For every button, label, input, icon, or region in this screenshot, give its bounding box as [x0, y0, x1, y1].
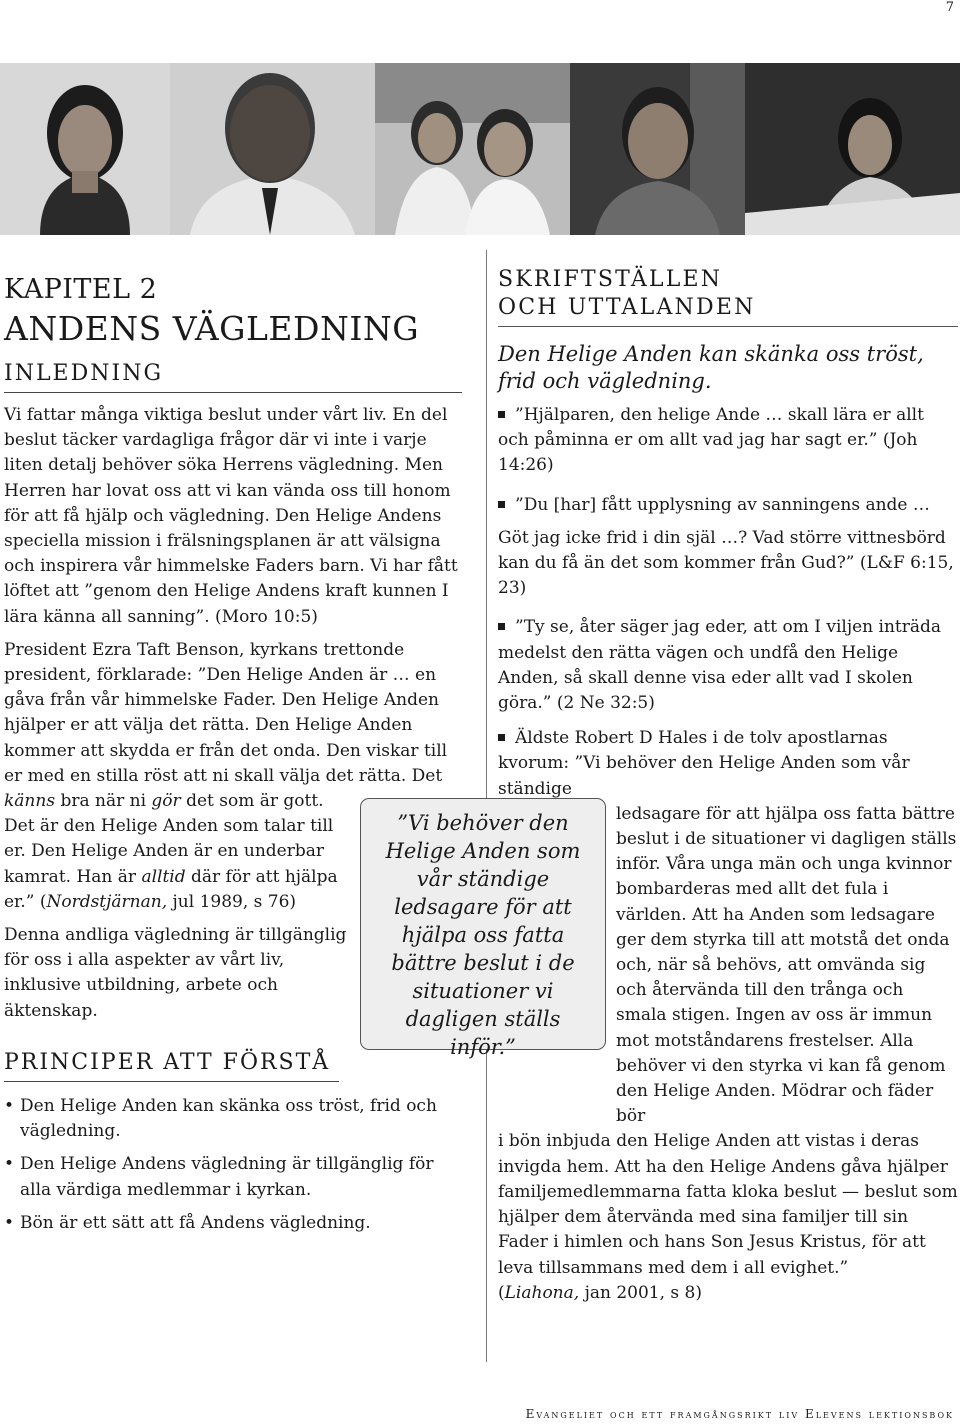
scripture-quote-wrapped: ledsagare för att hjälpa oss fatta bättre beslut i de situationer vi dagligen ställs inför. Våra unga män och unga kvinnor bombarderas med allt det fula i världen. Att ha Anden som ledsagare ger dem styrka till att motstå det onda och, när så behövs, att omvända sig och återvända till den trånga och smala stigen. Ingen av oss är immun mot motståndarens frestelser. Alla behöver vi den styrka vi kan få genom den Helige Anden. Mödrar och fäder bör [616, 803, 957, 1127]
scriptures-column [498, 266, 958, 1306]
scripture-quote: ”Du [har] fått upplysning av sanningens ande … [498, 493, 958, 518]
page-number: 7 [945, 0, 954, 15]
scriptures-heading: SKRIFTSTÄLLEN OCH UTTALANDEN [498, 266, 958, 327]
intro-paragraph-3: Denna andliga vägledning är tillgänglig för oss i alla aspekter av vårt liv, inklusive utbildning, arbete och äktenskap. [4, 925, 347, 1021]
scripture-quote-rest: i bön inbjuda den Helige Anden att vistas i deras invigda hem. Att ha den Helige Andens gåva hjälper familjemedlemmarna fatta kloka beslut — beslut som hjälper dem återvända med sina familjer till sin Fader i himlen och hans Son Jesus Kristus, för att leva tillsammans med dem i all evighet.” (Liahona, jan 2001, s 8) [498, 1131, 958, 1303]
intro-paragraph-2: President Ezra Taft Benson, kyrkans trettonde president, förklarade: ”Den Helige Anden är … en gåva från vår himmelske Fader. Den Helige Anden hjälper er att välja det rätta. Den Helige Anden kommer att skydda er från det onda. Den viskar till er med en stilla röst att ni skall välja det rätta. Det [4, 639, 448, 786]
principle-item: • Bön är ett sätt att få Andens vägledning. [4, 1212, 371, 1233]
photo-man-portrait [170, 63, 375, 235]
scriptures-lead: Den Helige Anden kan skänka oss tröst, frid och vägledning. [498, 342, 924, 393]
square-bullet-icon [498, 623, 505, 630]
pull-quote: ”Vi behöver den Helige Anden som vår ständige ledsagare för att hjälpa oss fatta bättre beslut i de situationer vi dagligen ställs inför.” [360, 798, 606, 1050]
footer-title: Evangeliet och ett framgångsrikt liv Elevens lektionsbok [525, 1407, 954, 1421]
chapter-title: ANDENS VÄGLEDNING [4, 309, 420, 348]
principles-list [4, 1094, 464, 1236]
principles-heading: PRINCIPER ATT FÖRSTÅ [4, 1050, 339, 1082]
photo-two-girls [375, 63, 570, 235]
chapter-label: KAPITEL 2 [4, 274, 158, 305]
intro-paragraph-2-continued: känns bra när ni gör det som är gott. Det är den Helige Anden som talar till er. Den Helige Anden är en underbar kamrat. Han är alltid där för att hjälpa er.” (Nordstjärnan, jul 1989, s 76) [4, 791, 338, 912]
scripture-quote: ”Ty se, åter säger jag eder, att om I viljen inträda medelst den rätta vägen och undfå den Helige Anden, så skall denne visa eder allt vad I skolen göra.” (2 Ne 32:5) [498, 617, 942, 714]
principle-item: • Den Helige Anden kan skänka oss tröst, frid och vägledning. [4, 1096, 437, 1142]
principle-item: • Den Helige Andens vägledning är tillgänglig för alla värdiga medlemmar i kyrkan. [4, 1154, 434, 1200]
scripture-quote: Äldste Robert D Hales i de tolv apostlarnas kvorum: ”Vi behöver den Helige Anden som vår ständige [498, 728, 910, 799]
photo-woman-portrait [0, 63, 170, 235]
intro-heading: INLEDNING [4, 361, 462, 393]
scripture-quote: ”Hjälparen, den helige Ande … skall lära er allt och påminna er om allt vad jag har sagt er.” (Joh 14:26) [498, 405, 924, 476]
square-bullet-icon [498, 734, 505, 741]
square-bullet-icon [498, 411, 505, 418]
intro-paragraph-1: Vi fattar många viktiga beslut under vårt liv. En del beslut täcker vardagliga frågor där vi inte i varje liten detalj behöver söka Herrens vägledning. Men Herren har lovat oss att vi kan vända oss till honom för att få hjälp och vägledning. Den Helige Andens speciella mission i frälsningsplanen är att välsigna och inspirera vår himmelske Faders barn. Vi har fått löftet att ”genom den Helige Andens kraft kunnen I lära känna all sanning”. (Moro 10:5) [4, 405, 458, 627]
principles-section [4, 1050, 464, 1244]
photo-strip [0, 63, 960, 235]
photo-studying-couple [745, 63, 960, 235]
scripture-quote-continued: Göt jag icke frid i din själ …? Vad större vittnesbörd kan du få än det som kommer från Gud?” (L&F 6:15, 23) [498, 527, 954, 599]
square-bullet-icon [498, 501, 505, 508]
photo-young-man [570, 63, 745, 235]
